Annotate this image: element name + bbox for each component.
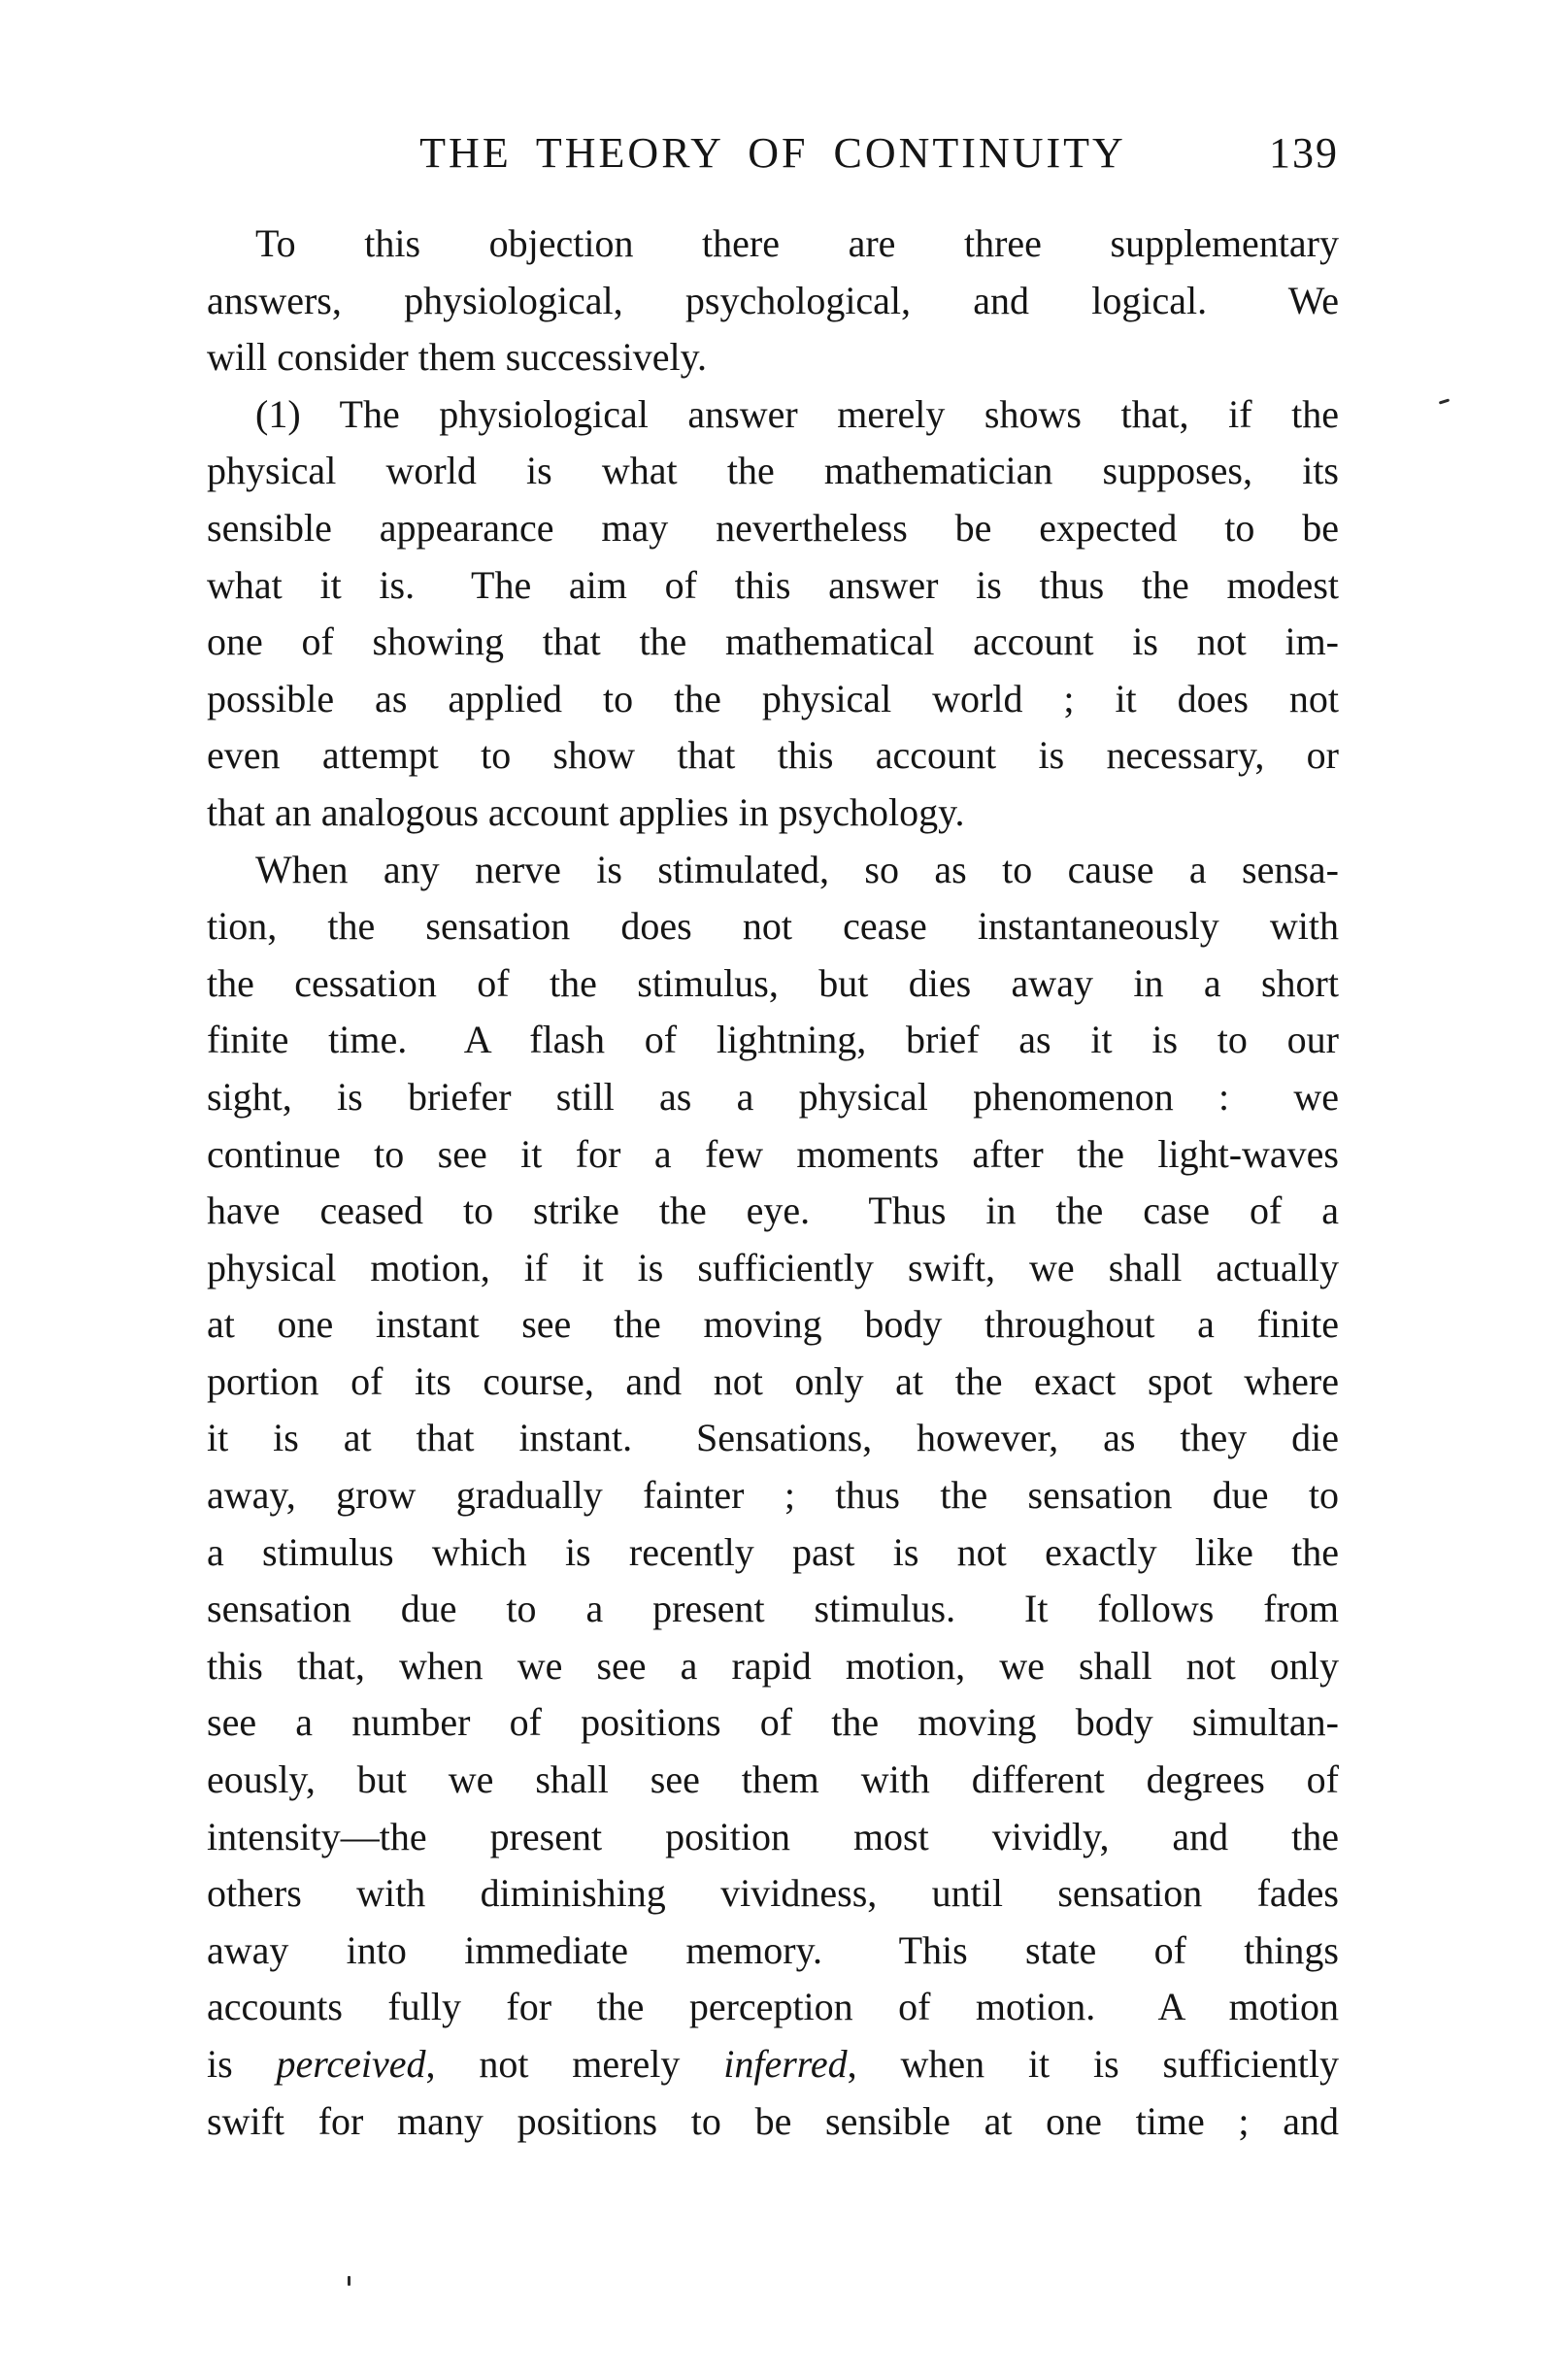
text-line: eously, but we shall see them with different degrees of [207,1757,1339,1802]
text-line: physical world is what the mathematician supposes, its [207,449,1339,493]
text-line: tion, the sensation does not cease instantaneously with [207,904,1339,949]
text-line: see a number of positions of the moving body simultan- [207,1700,1339,1745]
text-line: swift for many positions to be sensible at one time ; and [207,2098,1339,2143]
text-line: To this objection there are three supplementary [255,221,1339,265]
page-title: THE THEORY OF CONTINUITY [419,129,1126,177]
text-line: portion of its course, and not only at the exact spot where [207,1358,1339,1403]
text-line: intensity—the present position most vividly, and the [207,1814,1339,1858]
text-line: possible as applied to the physical world ; it does not [207,676,1339,720]
text-line: away into immediate memory. This state of things [207,1927,1339,1972]
text-line: others with diminishing vividness, until sensation fades [207,1871,1339,1916]
text-line: is perceived, not merely inferred, when it is sufficiently [207,2042,1339,2086]
text-line: one of showing that the mathematical account is not im- [207,619,1339,664]
scan-artifact [348,2276,350,2286]
text-line: sensation due to a present stimulus. It follows from [207,1587,1339,1631]
text-line: away, grow gradually fainter ; thus the sensation due to [207,1473,1339,1518]
scan-artifact [1439,398,1450,404]
text-line: that an analogous account applies in psychology. [207,789,965,834]
text-line: continue to see it for a few moments after the light-waves [207,1131,1339,1176]
text-line: finite time. A flash of lightning, brief as it is to our [207,1018,1339,1062]
text-line: it is at that instant. Sensations, however, as they die [207,1416,1339,1460]
text-line: what it is. The aim of this answer is thus the modest [207,562,1339,607]
text-line: answers, physiological, psychological, and logical. We [207,278,1339,322]
text-line: accounts fully for the perception of motion. A motion [207,1985,1339,2029]
text-line: this that, when we see a rapid motion, we shall not only [207,1643,1339,1688]
page-number: 139 [1269,129,1339,177]
page-header [207,126,1339,181]
text-line: physical motion, if it is sufficiently swift, we shall actually [207,1245,1339,1289]
text-line: sensible appearance may nevertheless be expected to be [207,505,1339,550]
text-line: have ceased to strike the eye. Thus in the case of a [207,1188,1339,1233]
text-line: (1) The physiological answer merely shows that, if the [255,391,1339,436]
text-line: When any nerve is stimulated, so as to cause a sensa- [255,847,1339,891]
text-line: a stimulus which is recently past is not exactly like the [207,1529,1339,1574]
text-line: at one instant see the moving body throughout a finite [207,1302,1339,1347]
text-line: will consider them successively. [207,335,708,380]
text-line: even attempt to show that this account is necessary, or [207,733,1339,778]
text-line: sight, is briefer still as a physical phenomenon : we [207,1074,1339,1119]
text-line: the cessation of the stimulus, but dies away in a short [207,960,1339,1005]
body-text [207,216,1339,2150]
